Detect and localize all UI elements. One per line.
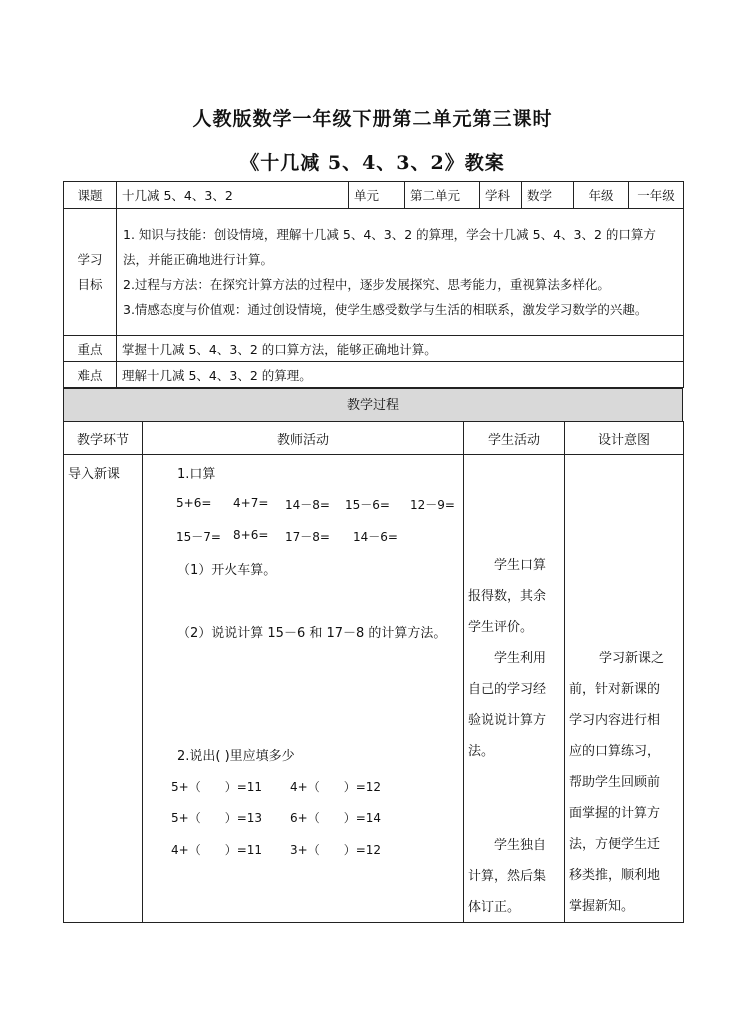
topic-value: 十几减 5、4、3、2: [117, 182, 349, 209]
student-text-line: 学生评价。: [468, 620, 534, 635]
header-intent: 设计意图: [565, 422, 684, 455]
stage-cell: [64, 455, 143, 923]
intent-text-line: 前，针对新课的: [569, 682, 661, 697]
student-text-line: 计算，然后集: [468, 869, 547, 884]
header-teacher: 教师活动: [143, 422, 464, 455]
header-student: 学生活动: [464, 422, 565, 455]
document-subtitle: 《十几减 5、4、3、2》教案: [240, 152, 505, 174]
oral-item: 4+7=: [233, 496, 269, 510]
oral-item: 15－7=: [176, 530, 221, 544]
objective-1: 1. 知识与技能：创设情境，理解十几减 5、4、3、2 的算理，学会十几减 5、4、3、2 的口算方法，并能正确地进行计算。: [123, 227, 656, 267]
student-activity-cell: [464, 455, 565, 923]
grade-label: 年级: [574, 182, 629, 209]
objectives-label: 学习目标: [64, 209, 117, 336]
fill-title: 2.说出( )里应填多少: [177, 749, 295, 764]
process-section-header: 教学过程: [63, 388, 683, 422]
step-2: （2）说说计算 15－6 和 17－8 的计算方法。: [177, 626, 447, 641]
oral-item: 15－6=: [345, 498, 390, 512]
fill-item: 6+（ ）=14: [290, 811, 382, 825]
student-text-line: 验说说计算方: [468, 713, 547, 728]
oral-item: 5+6=: [176, 496, 212, 510]
intent-text-line: 法，方便学生迁: [569, 837, 661, 852]
intent-text-line: 帮助学生回顾前: [569, 775, 661, 790]
process-table: [63, 421, 684, 923]
subject-label: 学科: [480, 182, 522, 209]
student-text-line: 学生口算: [494, 558, 547, 573]
key-label: 重点: [64, 336, 117, 362]
student-text-line: 自己的学习经: [468, 682, 547, 697]
document-title: 人教版数学一年级下册第二单元第三课时: [192, 108, 553, 130]
fill-item: 5+（ ）=13: [171, 811, 263, 825]
objectives-cell: [117, 209, 684, 336]
stage-name: 导入新课: [68, 467, 121, 482]
student-text-line: 学生利用: [494, 651, 547, 666]
header-stage: 教学环节: [64, 422, 143, 455]
objective-2: 2.过程与方法：在探究计算方法的过程中，逐步发展探究、思考能力，重视算法多样化。: [123, 277, 610, 292]
subject-value: 数学: [522, 182, 574, 209]
fill-item: 4+（ ）=11: [171, 843, 263, 857]
oral-item: 17－8=: [285, 530, 330, 544]
lesson-info-table: [63, 181, 684, 388]
fill-item: 5+（ ）=11: [171, 780, 263, 794]
student-text-line: 法。: [468, 744, 495, 759]
intent-text-line: 学习内容进行相: [569, 713, 661, 728]
intent-text-line: 学习新课之: [599, 651, 665, 666]
design-intent-cell: [565, 455, 684, 923]
unit-label: 单元: [349, 182, 405, 209]
intent-text-line: 应的口算练习，: [569, 744, 661, 759]
grade-value: 一年级: [629, 182, 684, 209]
intent-text-line: 移类推，顺利地: [569, 868, 661, 883]
fill-item: 4+（ ）=12: [290, 780, 382, 794]
student-text-line: 学生独自: [494, 838, 547, 853]
difficulty-label: 难点: [64, 362, 117, 388]
student-text-line: 报得数，其余: [468, 589, 547, 604]
intent-text-line: 面掌握的计算方: [569, 806, 661, 821]
difficulty-value: 理解十几减 5、4、3、2 的算理。: [117, 362, 684, 388]
student-text-line: 体订正。: [468, 900, 521, 915]
objective-3: 3.情感态度与价值观：通过创设情境，使学生感受数学与生活的相联系，激发学习数学的兴趣。: [123, 302, 648, 317]
oral-item: 12－9=: [410, 498, 455, 512]
oral-item: 14－6=: [353, 530, 398, 544]
step-1: （1）开火车算。: [177, 563, 277, 578]
fill-item: 3+（ ）=12: [290, 843, 382, 857]
oral-item: 8+6=: [233, 528, 269, 542]
oral-title: 1.口算: [177, 467, 216, 482]
topic-label: 课题: [64, 182, 117, 209]
intent-text-line: 掌握新知。: [569, 899, 635, 914]
oral-item: 14－8=: [285, 498, 330, 512]
teacher-activity-cell: [143, 455, 464, 923]
key-value: 掌握十几减 5、4、3、2 的口算方法，能够正确地计算。: [117, 336, 684, 362]
unit-value: 第二单元: [405, 182, 480, 209]
